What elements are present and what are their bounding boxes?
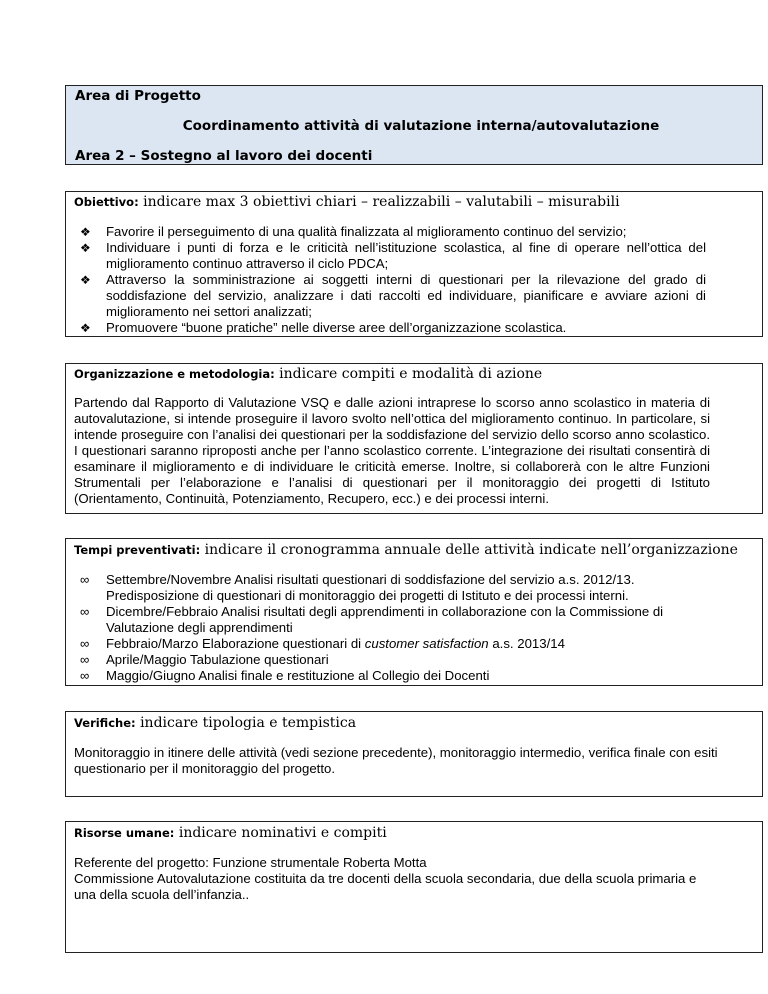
risorse-line1: Referente del progetto: Funzione strumentale Roberta Motta: [74, 855, 427, 870]
obiettivo-section: [65, 191, 763, 337]
verifiche-heading: [74, 715, 356, 732]
list-item: ∞ Maggio/Giugno Analisi finale e restituzione al Collegio dei Docenti: [80, 668, 490, 683]
verifiche-desc: indicare tipologia e tempistica: [135, 715, 357, 731]
list-item: ❖ Favorire il perseguimento di una qualità finalizzata al miglioramento continuo del servizio;: [80, 224, 627, 239]
tempi-label: Tempi preventivati:: [74, 543, 201, 557]
organizzazione-label: Organizzazione e metodologia:: [74, 367, 275, 381]
list-item: ∞ Dicembre/Febbraio Analisi risultati degli apprendimenti in collaborazione con la Commissione di Valutazione degli apprendimenti: [80, 604, 664, 635]
organizzazione-heading: [74, 366, 542, 383]
infinity-bullet-icon: ∞: [80, 636, 90, 651]
organizzazione-desc: indicare compiti e modalità di azione: [274, 366, 543, 382]
obiettivo-label: Obiettivo:: [74, 195, 139, 209]
verifiche-label: Verifiche:: [74, 716, 136, 730]
obiettivo-list: [66, 224, 706, 336]
diamond-bullet-icon: ❖: [80, 241, 91, 255]
list-item: ∞ Aprile/Maggio Tabulazione questionari: [80, 652, 329, 667]
diamond-bullet-icon: ❖: [80, 321, 91, 335]
risorse-heading: [74, 825, 387, 842]
list-item: ❖ Attraverso la somministrazione ai soggetti interni di questionari per la rilevazione del grado di soddisfazione del servizio, analizzare i dati raccolti ed individuare, pianificare e avviare azioni di miglioramento nei settori analizzati;: [80, 272, 706, 319]
tempi-list: [66, 572, 716, 684]
tempi-section: [65, 538, 763, 686]
obiettivo-heading: [74, 194, 620, 211]
project-header: [65, 85, 763, 165]
verifiche-text: Monitoraggio in itinere delle attività (vedi sezione precedente), monitoraggio intermedio, verifica finale con esiti questionario per il monitoraggio del progetto.: [74, 745, 718, 776]
tempi-desc: indicare il cronogramma annuale delle attività indicate nell’organizzazione: [200, 542, 738, 558]
area-line: Area 2 – Sostegno al lavoro dei docenti: [75, 148, 373, 164]
list-item: ∞ Settembre/Novembre Analisi risultati questionari di soddisfazione del servizio a.s. 2012/13. Predisposizione di questionari di monitoraggio dei progetti di Istituto e dei processi interni.: [80, 572, 635, 603]
tempi-heading: [74, 542, 738, 559]
risorse-desc: indicare nominativi e compiti: [174, 825, 387, 841]
organizzazione-section: [65, 363, 763, 514]
obiettivo-desc: indicare max 3 obiettivi chiari – realizzabili – valutabili – misurabili: [138, 194, 620, 210]
organizzazione-text: Partendo dal Rapporto di Valutazione VSQ e dalle azioni intraprese lo scorso anno scolastico in materia di autovalutazione, si intende proseguire il lavoro svolto nell’ottica del miglioramento continuo. In particolare, si intende proseguire con l’analisi dei questionari per la soddisfazione del servizio dello scorso anno scolastico. I questionari saranno riproposti anche per l’anno scolastico corrente. L’integrazione dei risultati consentirà di esaminare il miglioramento e di individuare le criticità emerse. Inoltre, si collaborerà con le altre Funzioni Strumentali per l’elaborazione e l’analisi di questionari per il monitoraggio dei progetti di Istituto (Orientamento, Continuità, Potenziamento, Recupero, ecc.) e dei processi interni.: [74, 395, 710, 506]
infinity-bullet-icon: ∞: [80, 652, 90, 667]
project-name: Coordinamento attività di valutazione interna/autovalutazione: [182, 118, 660, 134]
risorse-line2: Commissione Autovalutazione costituita da tre docenti della scuola secondaria, due della scuola primaria e una della scuola dell’infanzia..: [74, 871, 697, 902]
list-item: ❖ Promuovere “buone pratiche” nelle diverse aree dell’organizzazione scolastica.: [80, 320, 567, 335]
area-title: Area di Progetto: [75, 88, 201, 104]
infinity-bullet-icon: ∞: [80, 572, 90, 587]
infinity-bullet-icon: ∞: [80, 668, 90, 683]
risorse-section: [65, 821, 763, 953]
diamond-bullet-icon: ❖: [80, 225, 91, 239]
verifiche-section: [65, 711, 763, 797]
diamond-bullet-icon: ❖: [80, 273, 91, 287]
risorse-label: Risorse umane:: [74, 826, 175, 840]
list-item: ❖ Individuare i punti di forza e le criticità nell’istituzione scolastica, al fine di operare nell’ottica del miglioramento continuo attraverso il ciclo PDCA;: [80, 240, 706, 271]
list-item: ∞ Febbraio/Marzo Elaborazione questionari di customer satisfaction a.s. 2013/14: [80, 636, 565, 651]
infinity-bullet-icon: ∞: [80, 604, 90, 619]
